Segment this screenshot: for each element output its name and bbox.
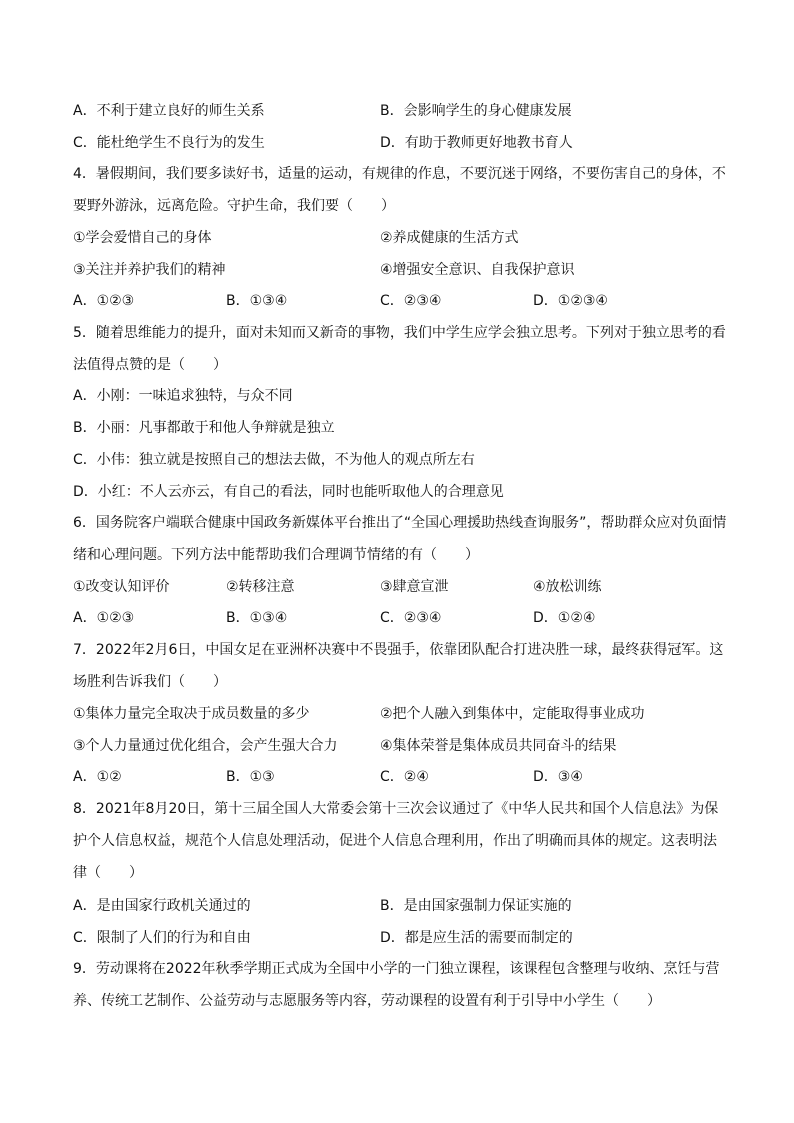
q9-stem-line-2: 养、传统工艺制作、公益劳动与志愿服务等内容，劳动课程的设置有利于引导中小学生（ ） — [73, 993, 661, 1009]
q4-option-d[interactable]: D．①②③④ — [533, 293, 608, 309]
q5-option-c[interactable]: C．小伟：独立就是按照自己的想法去做，不为他人的观点所左右 — [73, 452, 475, 468]
q4-options-row — [73, 291, 721, 311]
q6-stem-line-2: 绪和心理问题。下列方法中能帮助我们合理调节情绪的有（ ） — [73, 547, 479, 563]
q6-item-3: ③肆意宣泄 — [380, 579, 449, 595]
q8-stem-line-2: 护个人信息权益，规范个人信息处理活动，促进个人信息合理利用，作出了明确而具体的规定。这表明法 — [73, 833, 717, 849]
q7-stem-line-1: 7．2022年2月6日，中国女足在亚洲杯决赛中不畏强手，依靠团队配合打进决胜一球，最终获得冠军。这 — [73, 642, 724, 658]
q5-stem-line-2: 法值得点赞的是（ ） — [73, 357, 227, 373]
q4-item-1: ①学会爱惜自己的身体 — [73, 230, 212, 246]
q3-option-b[interactable]: B．会影响学生的身心健康发展 — [380, 103, 572, 119]
q7-item-1: ①集体力量完全取决于成员数量的多少 — [73, 706, 310, 722]
q8-option-a[interactable]: A．是由国家行政机关通过的 — [73, 898, 251, 914]
q8-option-d[interactable]: D．都是应生活的需要而制定的 — [380, 930, 573, 946]
q8-stem-line-3: 律（ ） — [73, 865, 143, 881]
q7-item-2: ②把个人融入到集体中，定能取得事业成功 — [380, 706, 645, 722]
q6-option-a[interactable]: A．①②③ — [73, 610, 135, 626]
q7-items-row-2 — [73, 736, 721, 756]
q5-stem-line-1: 5．随着思维能力的提升，面对未知而又新奇的事物，我们中学生应学会独立思考。下列对于独立思考的看 — [73, 325, 726, 341]
q4-item-4: ④增强安全意识、自我保护意识 — [380, 262, 575, 278]
q8-options-row-1 — [73, 896, 721, 916]
q3-options-row-1 — [73, 101, 721, 121]
q7-item-3: ③个人力量通过优化组合，会产生强大合力 — [73, 738, 338, 754]
q5-option-b[interactable]: B．小丽：凡事都敢于和他人争辩就是独立 — [73, 420, 335, 436]
q7-items-row-1 — [73, 704, 721, 724]
q6-item-4: ④放松训练 — [533, 579, 602, 595]
q6-option-d[interactable]: D．①②④ — [533, 610, 596, 626]
q4-option-a[interactable]: A．①②③ — [73, 293, 135, 309]
q3-option-c[interactable]: C．能杜绝学生不良行为的发生 — [73, 135, 265, 151]
q4-items-row-2 — [73, 260, 721, 280]
q6-item-2: ②转移注意 — [226, 579, 295, 595]
q4-stem-line-1: 4．暑假期间，我们要多读好书，适量的运动，有规律的作息，不要沉迷于网络，不要伤害自己的身体，不 — [73, 166, 726, 182]
q7-options-row — [73, 767, 721, 787]
q4-item-3: ③关注并养护我们的精神 — [73, 262, 226, 278]
q6-options-row — [73, 608, 721, 628]
q7-option-d[interactable]: D．③④ — [533, 769, 583, 785]
q8-option-b[interactable]: B．是由国家强制力保证实施的 — [380, 898, 572, 914]
q6-option-c[interactable]: C．②③④ — [380, 610, 442, 626]
q6-option-b[interactable]: B．①③④ — [226, 610, 288, 626]
q3-option-d[interactable]: D．有助于教师更好地教书育人 — [380, 135, 573, 151]
q9-stem-line-1: 9．劳动课将在2022年秋季学期正式成为全国中小学的一门独立课程，该课程包含整理与收纳、烹饪与营 — [73, 961, 720, 977]
q6-items-row — [73, 577, 721, 597]
q4-stem-line-2: 要野外游泳，远离危险。守护生命，我们要（ ） — [73, 198, 395, 214]
q7-item-4: ④集体荣誉是集体成员共同奋斗的结果 — [380, 738, 617, 754]
q3-option-a[interactable]: A．不利于建立良好的师生关系 — [73, 103, 265, 119]
q6-item-1: ①改变认知评价 — [73, 579, 170, 595]
q8-options-row-2 — [73, 928, 721, 948]
q7-option-b[interactable]: B．①③ — [226, 769, 275, 785]
q4-item-2: ②养成健康的生活方式 — [380, 230, 519, 246]
q3-options-row-2 — [73, 133, 721, 153]
q7-option-a[interactable]: A．①② — [73, 769, 122, 785]
q8-option-c[interactable]: C．限制了人们的行为和自由 — [73, 930, 251, 946]
q4-option-c[interactable]: C．②③④ — [380, 293, 442, 309]
q5-option-a[interactable]: A．小刚：一味追求独特，与众不同 — [73, 388, 293, 404]
q7-option-c[interactable]: C．②④ — [380, 769, 429, 785]
q6-stem-line-1: 6．国务院客户端联合健康中国政务新媒体平台推出了“全国心理援助热线查询服务”，帮助群众应对负面情 — [73, 515, 727, 531]
q5-option-d[interactable]: D．小红：不人云亦云，有自己的看法，同时也能听取他人的合理意见 — [73, 484, 504, 500]
q7-stem-line-2: 场胜利告诉我们（ ） — [73, 674, 227, 690]
q4-option-b[interactable]: B．①③④ — [226, 293, 288, 309]
q4-items-row-1 — [73, 228, 721, 248]
q8-stem-line-1: 8．2021年8月20日，第十三届全国人大常委会第十三次会议通过了《中华人民共和国个人信息法》为保 — [73, 801, 719, 817]
